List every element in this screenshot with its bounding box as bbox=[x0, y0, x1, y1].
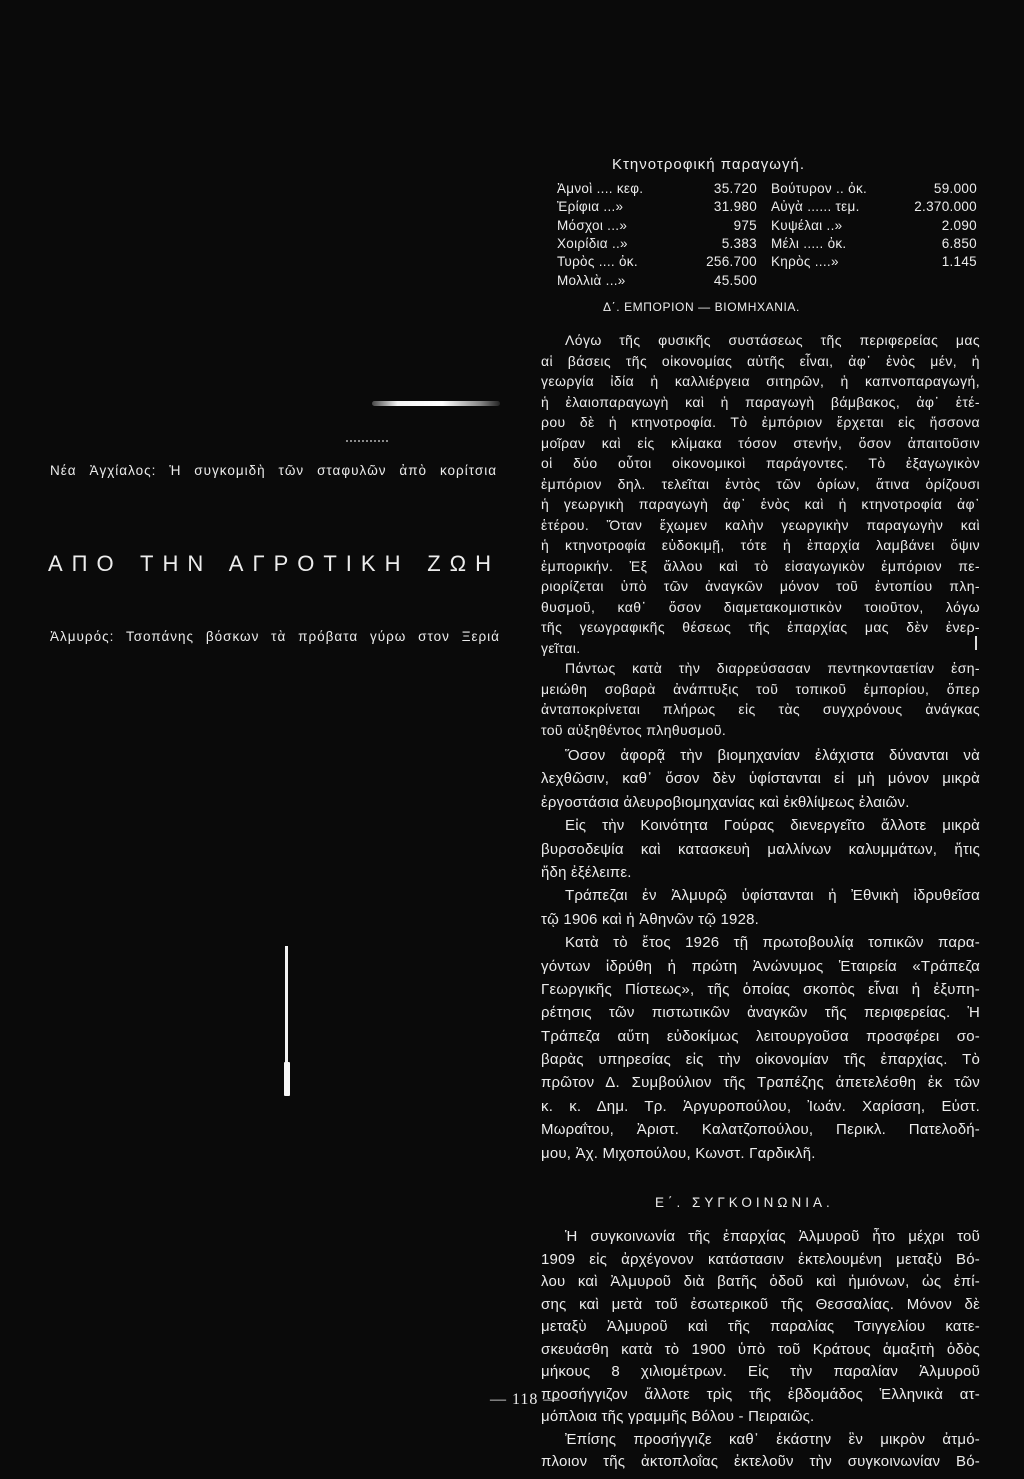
product-label: Βούτυρον .. ὀκ. bbox=[771, 181, 868, 196]
text-line: γεῖται. bbox=[541, 639, 581, 656]
product-label: Μέλι ..... ὀκ. bbox=[771, 235, 847, 251]
text-line: ἡ ἐλαιοπαραγωγὴ καὶ ἡ παραγωγὴ βάμβακος, ἀφ᾽ ἑτέ- bbox=[541, 393, 980, 410]
photo-edge-artifact bbox=[372, 401, 500, 406]
table-row bbox=[771, 217, 977, 235]
text-block-communication bbox=[541, 1226, 980, 1474]
text-line: ἐμπορικήν. Ἐξ ἄλλου καὶ τὸ εἰσαγωγικὸν ἐμπόριον πε- bbox=[541, 557, 980, 574]
table-row bbox=[771, 198, 977, 216]
text-line: τοῦ αὐξηθέντος πληθυσμοῦ. bbox=[541, 721, 727, 738]
product-label: Τυρὸς .... ὀκ. bbox=[557, 254, 638, 270]
product-label: Κυψέλαι ..» bbox=[771, 217, 843, 233]
table-row bbox=[557, 180, 757, 198]
text-line: Τράπεζα αὕτη εὐδοκίμως λειτουργοῦσα προσφέρει σο- bbox=[541, 1027, 980, 1045]
product-label: Αὐγὰ ...... τεμ. bbox=[771, 199, 860, 215]
product-value: 1.145 bbox=[941, 254, 977, 270]
table-row bbox=[771, 235, 977, 253]
section-heading-commerce: Δ΄. ΕΜΠΟΡΙΟΝ — ΒΙΟΜΗΧΑΝΙΑ. bbox=[603, 300, 800, 314]
product-value: 975 bbox=[733, 217, 757, 233]
text-line: πλοιον τῆς ἀκτοπλοΐας ἐκτελοῦν τὴν συγκοινωνίαν Βό- bbox=[541, 1453, 980, 1470]
text-line: πρῶτον Δ. Συμβούλιον τῆς Τραπέζης ἀπετελέσθη ἐκ τῶν bbox=[541, 1074, 980, 1092]
text-line: σης καὶ μετὰ τοῦ ἐσωτερικοῦ τῆς Θεσσαλίας. Μόνον δὲ bbox=[541, 1295, 980, 1313]
table-row bbox=[557, 235, 757, 253]
text-line: σκευάσθη κατὰ τὸ 1900 ὑπὸ τοῦ Κράτους ἁμαξιτὴ ὁδὸς bbox=[541, 1340, 980, 1358]
text-line: προσήγγιζον ἄλλοτε τρὶς τῆς ἑβδομάδος Ἑλληνικὰ ατ- bbox=[541, 1385, 980, 1403]
text-line: θυσμοῦ, καθ᾽ ὅσον διαμετακομιστικὸν τοιοῦτον, λόγω bbox=[541, 598, 980, 615]
text-line: ρέτησις τῶν πιστωτικῶν ἀναγκῶν τῆς περιφερείας. Ἡ bbox=[541, 1004, 980, 1022]
table-title: Κτηνοτροφική παραγωγή. bbox=[612, 156, 806, 173]
table-row bbox=[557, 217, 757, 235]
product-value: 5.383 bbox=[721, 235, 757, 251]
product-label: Μόσχοι ...» bbox=[557, 217, 628, 233]
photo-caption-bottom: Ἀλμυρός: Τσοπάνης βόσκων τὰ πρόβατα γύρω στον Ξεριά bbox=[50, 629, 500, 644]
table-row bbox=[557, 272, 757, 290]
table-row bbox=[557, 253, 757, 271]
text-block-industry bbox=[541, 744, 980, 1165]
text-line: γεωργία ἰδία ἡ καλλιέργεια σιτηρῶν, ἡ καπνοπαραγωγή, bbox=[541, 373, 980, 389]
text-line: μοῖραν καὶ εἰς κλίμακα τόσον στενήν, ὅσον ἀπαιτοῦσιν bbox=[541, 434, 980, 451]
text-line: Λόγω τῆς φυσικῆς συστάσεως τῆς περιφερείας μας bbox=[565, 332, 980, 348]
text-line: 1909 εἰς ἀρχέγονον κατάστασιν ἐκτελουμένη μεταξὺ Βό- bbox=[541, 1250, 980, 1268]
text-line: μου, Ἀχ. Μιχοπούλου, Κωνστ. Γαρδικλῆ. bbox=[541, 1144, 816, 1162]
text-line: ἑτέρου. Ὅταν ἔχωμεν καλὴν γεωργικὴν παραγωγὴν καὶ bbox=[541, 516, 980, 533]
page-number: — 118 — bbox=[490, 1391, 561, 1408]
text-line: τῆς γεωγραφικῆς θέσεως τῆς ἐπαρχίας μας δὲν ἐνερ- bbox=[541, 619, 980, 635]
table-row bbox=[557, 198, 757, 216]
product-label: Μολλιὰ ...» bbox=[557, 272, 626, 288]
text-line: κ. κ. Δημ. Τρ. Ἀργυροπούλου, Ἰωάν. Χαρίσση, Εὐστ. bbox=[541, 1097, 980, 1115]
photo-caption-top: Νέα Ἀγχίαλος: Ἡ συγκομιδὴ τῶν σταφυλῶν ἀπὸ κορίτσια bbox=[50, 463, 497, 478]
product-value: 45.500 bbox=[713, 272, 757, 288]
product-value: 59.000 bbox=[933, 181, 977, 196]
product-value: 31.980 bbox=[713, 199, 757, 215]
text-line: Γεωργικῆς Πίστεως», τῆς ὁποίας σκοπὸς εἶναι ἡ ἐξυπη- bbox=[541, 980, 980, 998]
text-line: Μωραΐτου, Ἀριστ. Καλατζοπούλου, Περικλ. Πατελοδή- bbox=[541, 1121, 980, 1139]
text-line: ἡ κτηνοτροφία εὐδοκιμῇ, τότε ἡ ἐπαρχία λαμβάνει ὄψιν bbox=[541, 537, 980, 553]
text-line: Εἰς τὴν Κοινότητα Γούρας διενεργεῖτο ἄλλοτε μικρὰ bbox=[565, 817, 980, 835]
product-value: 2.370.000 bbox=[914, 199, 977, 215]
text-line: Ὅσον ἀφορᾷ τὴν βιομηχανίαν ἐλάχιστα δύνανται νὰ bbox=[565, 747, 980, 764]
vertical-rule-base bbox=[284, 1062, 290, 1096]
text-line: Τράπεζαι ἐν Ἀλμυρῷ ὑφίστανται ἡ Ἐθνικὴ ἱδρυθεῖσα bbox=[565, 887, 980, 905]
product-label: Ἐρίφια ...» bbox=[557, 199, 624, 215]
text-line: μόπλοια τῆς γραμμῆς Βόλου - Πειραιῶς. bbox=[541, 1408, 815, 1425]
production-table-right bbox=[771, 180, 977, 290]
production-table-left bbox=[557, 180, 757, 290]
section-heading-communication: Ε΄. ΣΥΓΚΟΙΝΩΝΙΑ. bbox=[655, 1195, 834, 1210]
text-line: γόντων ἱδρύθη ἡ πρώτη Ἀνώνυμος Ἑταιρεία «Τράπεζα bbox=[541, 957, 980, 975]
product-label: Ἀμνοὶ .... κεφ. bbox=[557, 181, 644, 196]
text-line: Ἐπίσης προσήγγιζε καθ᾽ ἑκάστην ἓν μικρὸν ἀτμό- bbox=[565, 1430, 980, 1448]
text-line: Κατὰ τὸ ἔτος 1926 τῇ πρωτοβουλίᾳ τοπικῶν παρα- bbox=[565, 934, 980, 952]
product-label: Κηρὸς ....» bbox=[771, 254, 839, 270]
product-value: 2.090 bbox=[941, 217, 977, 233]
text-block-commerce bbox=[541, 330, 980, 740]
text-line: ἤδη ἐξέλειπε. bbox=[541, 863, 632, 881]
text-line: μειώθη σοβαρὰ ἀνάπτυξις τοῦ τοπικοῦ ἐμπορίου, ὅπερ bbox=[541, 680, 980, 697]
table-row bbox=[771, 253, 977, 271]
text-line: λου καὶ Ἀλμυροῦ διὰ βατῆς ὁδοῦ καὶ ἡμιόνων, ὡς ἐπί- bbox=[541, 1273, 980, 1290]
text-line: ρου δὲ ἡ κτηνοτροφία. Τὸ ἐμπόριον ἔρχεται εἰς ἥσσονα bbox=[541, 414, 980, 430]
text-line: αἱ βάσεις τῆς οἰκονομίας αὐτῆς εἶναι, ἀφ᾽ ἑνὸς μέν, ἡ bbox=[541, 352, 980, 369]
text-line: ἡ γεωργικὴ παραγωγὴ ἀφ᾽ ἑνὸς καὶ ἡ κτηνοτροφία ἀφ᾽ bbox=[541, 496, 980, 512]
section-banner: ΑΠΟ ΤΗΝ ΑΓΡΟΤΙΚΗ ΖΩΗ bbox=[48, 551, 500, 576]
text-line: οἱ δύο οὗτοι οἰκονομικοὶ παράγοντες. Τὸ ἐξαγωγικὸν bbox=[541, 455, 980, 471]
product-value: 6.850 bbox=[941, 235, 977, 251]
text-line: ἐργοστάσια ἀλευροβιομηχανίας καὶ ἐκθλίψεως ἐλαιῶν. bbox=[541, 793, 910, 811]
text-line: μεταξὺ Ἀλμυροῦ καὶ τῆς παραλίας Τσιγγελίου κατε- bbox=[541, 1318, 980, 1335]
text-line: λεχθῶσιν, καθ᾽ ὅσον δὲν ὑφίστανται εἰ μὴ μόνον μικρὰ bbox=[541, 770, 980, 788]
text-line: βυρσοδεψία καὶ κατασκευὴ μαλλίνων καλυμμάτων, ἥτις bbox=[541, 840, 980, 858]
text-line: ριορίζεται ὑπὸ τῶν ἀναγκῶν μόνον τοῦ ἐντοπίου πλη- bbox=[541, 578, 980, 594]
table-row bbox=[771, 180, 977, 198]
text-line: ἀνταποκρίνεται πλήρως εἰς τὰς συγχρόνους ἀνάγκας bbox=[541, 701, 980, 717]
product-value: 35.720 bbox=[713, 181, 757, 196]
text-line: Πάντως κατὰ τὴν διαρρεύσασαν πεντηκονταετίαν ἐση- bbox=[565, 660, 980, 676]
text-line: Ἡ συγκοινωνία τῆς ἐπαρχίας Ἀλμυροῦ ἦτο μέχρι τοῦ bbox=[565, 1228, 980, 1245]
text-line: μήκους 8 χιλιομέτρων. Εἰς τὴν παραλίαν Ἀλμυροῦ bbox=[541, 1363, 980, 1380]
photo-edge-dots bbox=[346, 440, 388, 442]
text-line: ἐμπόριον δηλ. τελεῖται ἐντὸς τῶν ὁρίων, ἅτινα ὁρίζουσι bbox=[541, 475, 980, 492]
product-label: Χοιρίδια ..» bbox=[557, 235, 628, 251]
product-value: 256.700 bbox=[706, 254, 757, 270]
text-line: τῷ 1906 καὶ ἡ Ἀθηνῶν τῷ 1928. bbox=[541, 910, 760, 928]
text-line: βαρὰς υπηρεσίας εἰς τὴν οἰκονομίαν τῆς ἐπαρχίας. Τὸ bbox=[541, 1051, 980, 1069]
